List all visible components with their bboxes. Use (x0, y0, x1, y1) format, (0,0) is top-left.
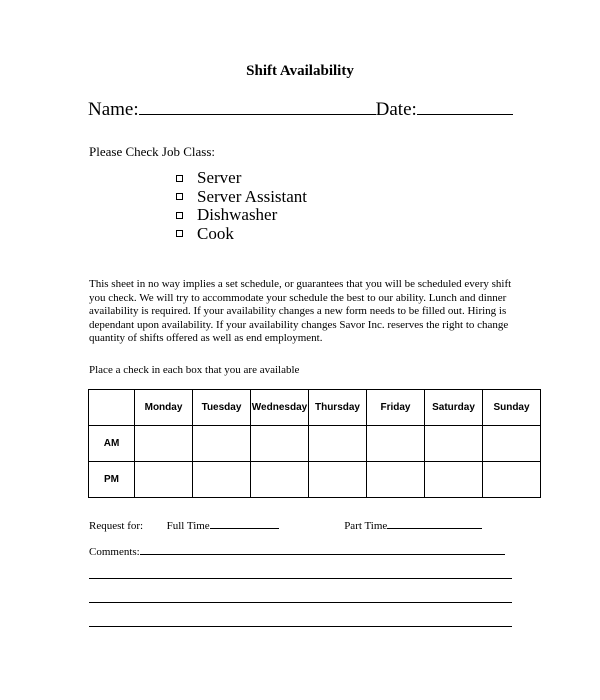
table-corner-cell (89, 390, 135, 426)
availability-cell[interactable] (135, 426, 193, 462)
availability-cell[interactable] (483, 462, 541, 498)
table-row (89, 426, 541, 462)
availability-cell[interactable] (367, 462, 425, 498)
job-class-options (172, 169, 307, 243)
day-header: Sunday (483, 390, 541, 426)
comments-line[interactable] (89, 602, 512, 603)
part-time-field[interactable] (387, 518, 482, 529)
day-header: Tuesday (193, 390, 251, 426)
checkbox-icon[interactable] (176, 212, 183, 219)
availability-table (88, 389, 541, 498)
availability-cell[interactable] (483, 426, 541, 462)
job-option-label: Dishwasher (197, 205, 278, 224)
page-title: Shift Availability (246, 63, 354, 79)
checkbox-icon[interactable] (176, 230, 183, 237)
schedule-instruction: Place a check in each box that you are available (89, 364, 300, 376)
comments-row (89, 544, 505, 558)
availability-cell[interactable] (251, 426, 309, 462)
job-option-label: Server (197, 168, 242, 187)
name-label: Name: (88, 99, 139, 120)
table-header-row (89, 390, 541, 426)
job-option-cook[interactable] (172, 225, 307, 244)
job-class-prompt: Please Check Job Class: (89, 144, 216, 159)
job-option-label: Server Assistant (197, 186, 308, 206)
part-time-label: Part Time (344, 520, 388, 532)
availability-cell[interactable] (135, 462, 193, 498)
availability-cell[interactable] (367, 426, 425, 462)
full-time-field[interactable] (210, 518, 279, 529)
request-row (89, 518, 482, 532)
job-option-server[interactable] (172, 169, 307, 188)
shift-label: AM (89, 426, 135, 462)
availability-cell[interactable] (193, 462, 251, 498)
date-field[interactable] (417, 98, 513, 115)
disclaimer-text: This sheet in no way implies a set schedule, or guarantees that you will be scheduled every shift you check. We will try to accommodate your schedule the best to our ability. Lunch and dinner availability is required. If your availability changes a new form needs to be filled out. Hiring is dependant upon availability. If your availability changes Savor Inc. reserves the right to change quantity of shifts offered as well as end employment. (89, 278, 512, 344)
availability-cell[interactable] (425, 462, 483, 498)
availability-cell[interactable] (309, 426, 367, 462)
comments-line[interactable] (89, 578, 512, 579)
job-option-dishwasher[interactable] (172, 206, 307, 225)
table-row (89, 462, 541, 498)
availability-cell[interactable] (251, 462, 309, 498)
availability-cell[interactable] (193, 426, 251, 462)
date-label: Date: (375, 99, 417, 120)
checkbox-icon[interactable] (176, 175, 183, 182)
request-label: Request for: (89, 520, 144, 532)
day-header: Friday (367, 390, 425, 426)
shift-label: PM (89, 462, 135, 498)
comments-label: Comments: (89, 546, 140, 558)
day-header: Monday (135, 390, 193, 426)
checkbox-icon[interactable] (176, 193, 183, 200)
comments-line[interactable] (89, 626, 512, 627)
name-field[interactable] (139, 98, 376, 115)
job-option-label: Cook (197, 223, 234, 243)
comments-field[interactable] (140, 544, 505, 555)
day-header: Wednesday (251, 390, 309, 426)
job-option-server-assistant[interactable] (172, 188, 307, 207)
full-time-label: Full Time (166, 520, 210, 532)
day-header: Saturday (425, 390, 483, 426)
name-date-row (88, 98, 513, 121)
availability-cell[interactable] (425, 426, 483, 462)
availability-cell[interactable] (309, 462, 367, 498)
day-header: Thursday (309, 390, 367, 426)
